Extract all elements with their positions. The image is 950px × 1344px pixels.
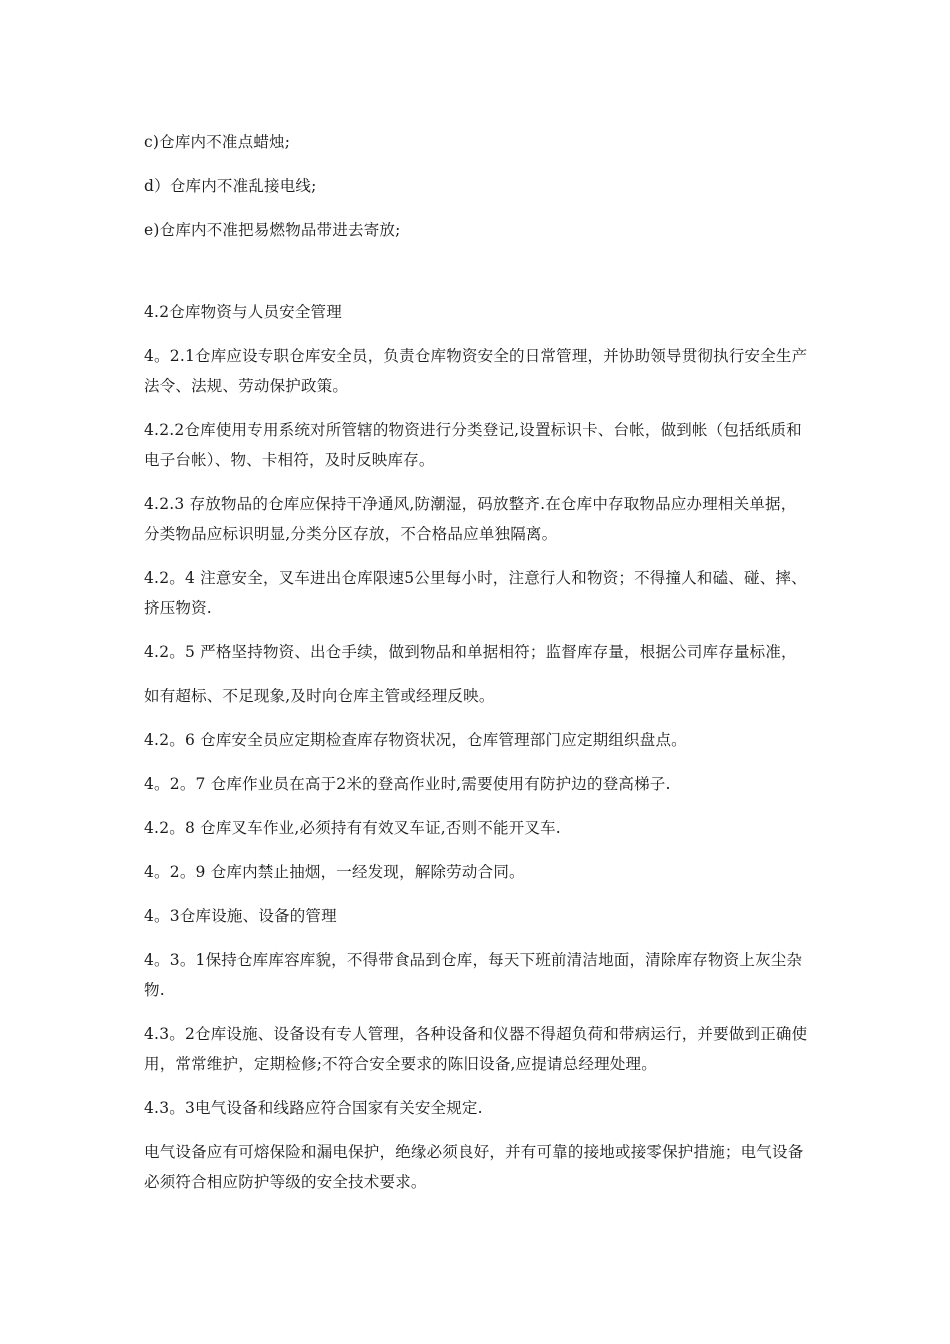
paragraph-4-3-3: 4.3。3电气设备和线路应符合国家有关安全规定.	[144, 1099, 483, 1117]
paragraph-e: e)仓库内不准把易燃物品带进去寄放;	[144, 221, 401, 239]
paragraph-4-2-5: 4.2。5 严格坚持物资、出仓手续，做到物品和单据相符；监督库存量，根据公司库存量标准，	[144, 643, 797, 661]
paragraph-4-3-2: 4.3。2仓库设施、设备设有专人管理，各种设备和仪器不得超负荷和带病运行，并要做到正确使用，常常维护，定期检修;不符合安全要求的陈旧设备,应提请总经理处理。	[144, 1025, 808, 1073]
paragraph-d: d）仓库内不准乱接电线;	[144, 177, 317, 195]
paragraph-4-2-4: 4.2。4 注意安全，叉车进出仓库限速5公里每小时，注意行人和物资；不得撞人和磕、碰、摔、挤压物资.	[144, 569, 807, 617]
paragraph-4-2-9: 4。2。9 仓库内禁止抽烟，一经发现，解除劳动合同。	[144, 863, 525, 881]
paragraph-c: c)仓库内不准点蜡烛;	[144, 133, 291, 151]
paragraph-4-2-2: 4.2.2仓库使用专用系统对所管辖的物资进行分类登记,设置标识卡、台帐，做到帐（包括纸质和电子台帐）、物、卡相符，及时反映库存。	[144, 421, 802, 469]
paragraph-4-2-7: 4。2。7 仓库作业员在高于2米的登高作业时,需要使用有防护边的登高梯子.	[144, 775, 671, 793]
paragraph-4-2-6: 4.2。6 仓库安全员应定期检查库存物资状况，仓库管理部门应定期组织盘点。	[144, 731, 687, 749]
paragraph-electrical: 电气设备应有可熔保险和漏电保护，绝缘必须良好，并有可靠的接地或接零保护措施；电气设备必须符合相应防护等级的安全技术要求。	[144, 1143, 804, 1191]
paragraph-4-2-3: 4.2.3 存放物品的仓库应保持干净通风,防潮湿，码放整齐.在仓库中存取物品应办理相关单据，分类物品应标识明显,分类分区存放，不合格品应单独隔离。	[144, 495, 797, 543]
paragraph-4-3-1: 4。3。1保持仓库库容库貌，不得带食品到仓库，每天下班前清洁地面，清除库存物资上灰尘杂物.	[144, 951, 803, 999]
section-heading-4-3: 4。3仓库设施、设备的管理	[144, 907, 337, 925]
document-body	[144, 127, 812, 1211]
section-gap	[144, 259, 812, 297]
paragraph-4-2-1: 4。2.1仓库应设专职仓库安全员，负责仓库物资安全的日常管理，并协助领导贯彻执行安全生产法令、法规、劳动保护政策。	[144, 347, 808, 395]
section-heading-4-2: 4.2仓库物资与人员安全管理	[144, 303, 342, 321]
paragraph-4-2-5-cont: 如有超标、不足现象,及时向仓库主管或经理反映。	[144, 687, 495, 705]
paragraph-4-2-8: 4.2。8 仓库叉车作业,必须持有有效叉车证,否则不能开叉车.	[144, 819, 561, 837]
